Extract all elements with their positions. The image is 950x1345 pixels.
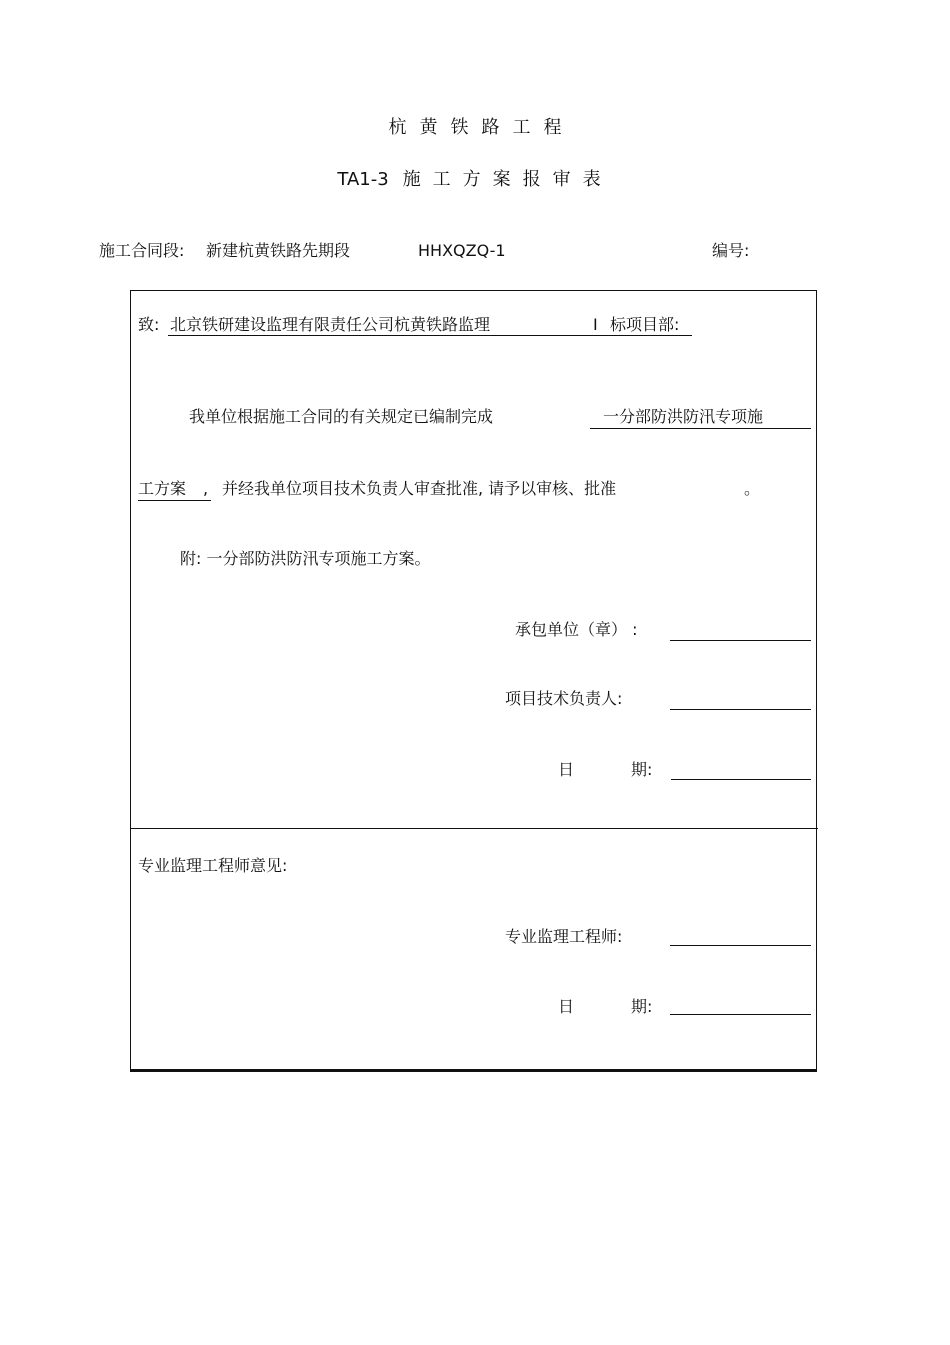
plan-name-underline-1 — [590, 428, 811, 429]
form-code: TA1-3 — [337, 169, 389, 190]
engineer-signature-line — [670, 945, 811, 946]
continue-paragraph: 并经我单位项目技术负责人审查批准, 请予以审核、批准 — [222, 479, 617, 498]
number-label: 编号: — [712, 241, 750, 260]
document-title: 杭黄铁路工程 — [388, 117, 575, 138]
section-divider — [130, 828, 818, 829]
form-title — [0, 170, 950, 190]
tech-lead-signature-line — [670, 709, 811, 710]
date-label-day: 日 — [558, 760, 575, 779]
plan-name-underline-2 — [138, 500, 211, 501]
tech-lead-label: 项目技术负责人: — [505, 689, 623, 708]
attachment-line: 附: 一分部防洪防汛专项施工方案。 — [180, 549, 431, 568]
contract-code: HHXQZQ-1 — [418, 241, 506, 260]
plan-comma: , — [203, 479, 209, 498]
contractor-label: 承包单位（章） : — [515, 620, 638, 639]
opinion-date-label-day: 日 — [558, 997, 575, 1016]
to-prefix: 致: — [138, 315, 160, 334]
recipient-underline — [168, 335, 692, 336]
form-name: 施工方案报审表 — [402, 169, 613, 190]
to-recipient: 北京铁研建设监理有限责任公司杭黄铁路监理 — [170, 315, 491, 334]
date-line — [671, 779, 811, 780]
intro-paragraph: 我单位根据施工合同的有关规定已编制完成 — [189, 407, 494, 426]
contract-value: 新建杭黄铁路先期段 — [206, 241, 351, 260]
plan-name-part1: 一分部防洪防汛专项施 — [603, 407, 764, 426]
engineer-label: 专业监理工程师: — [505, 927, 623, 946]
plan-name-part2: 工方案 — [138, 479, 187, 498]
opinion-date-label-period: 期: — [631, 997, 653, 1016]
contract-label: 施工合同段: — [99, 241, 185, 260]
to-section: I — [593, 315, 598, 334]
sentence-period: 。 — [744, 479, 761, 498]
date-label-period: 期: — [631, 760, 653, 779]
opinion-date-line — [670, 1014, 811, 1015]
opinion-heading: 专业监理工程师意见: — [138, 856, 288, 875]
contractor-signature-line — [670, 640, 811, 641]
to-suffix: 标项目部: — [610, 315, 680, 334]
